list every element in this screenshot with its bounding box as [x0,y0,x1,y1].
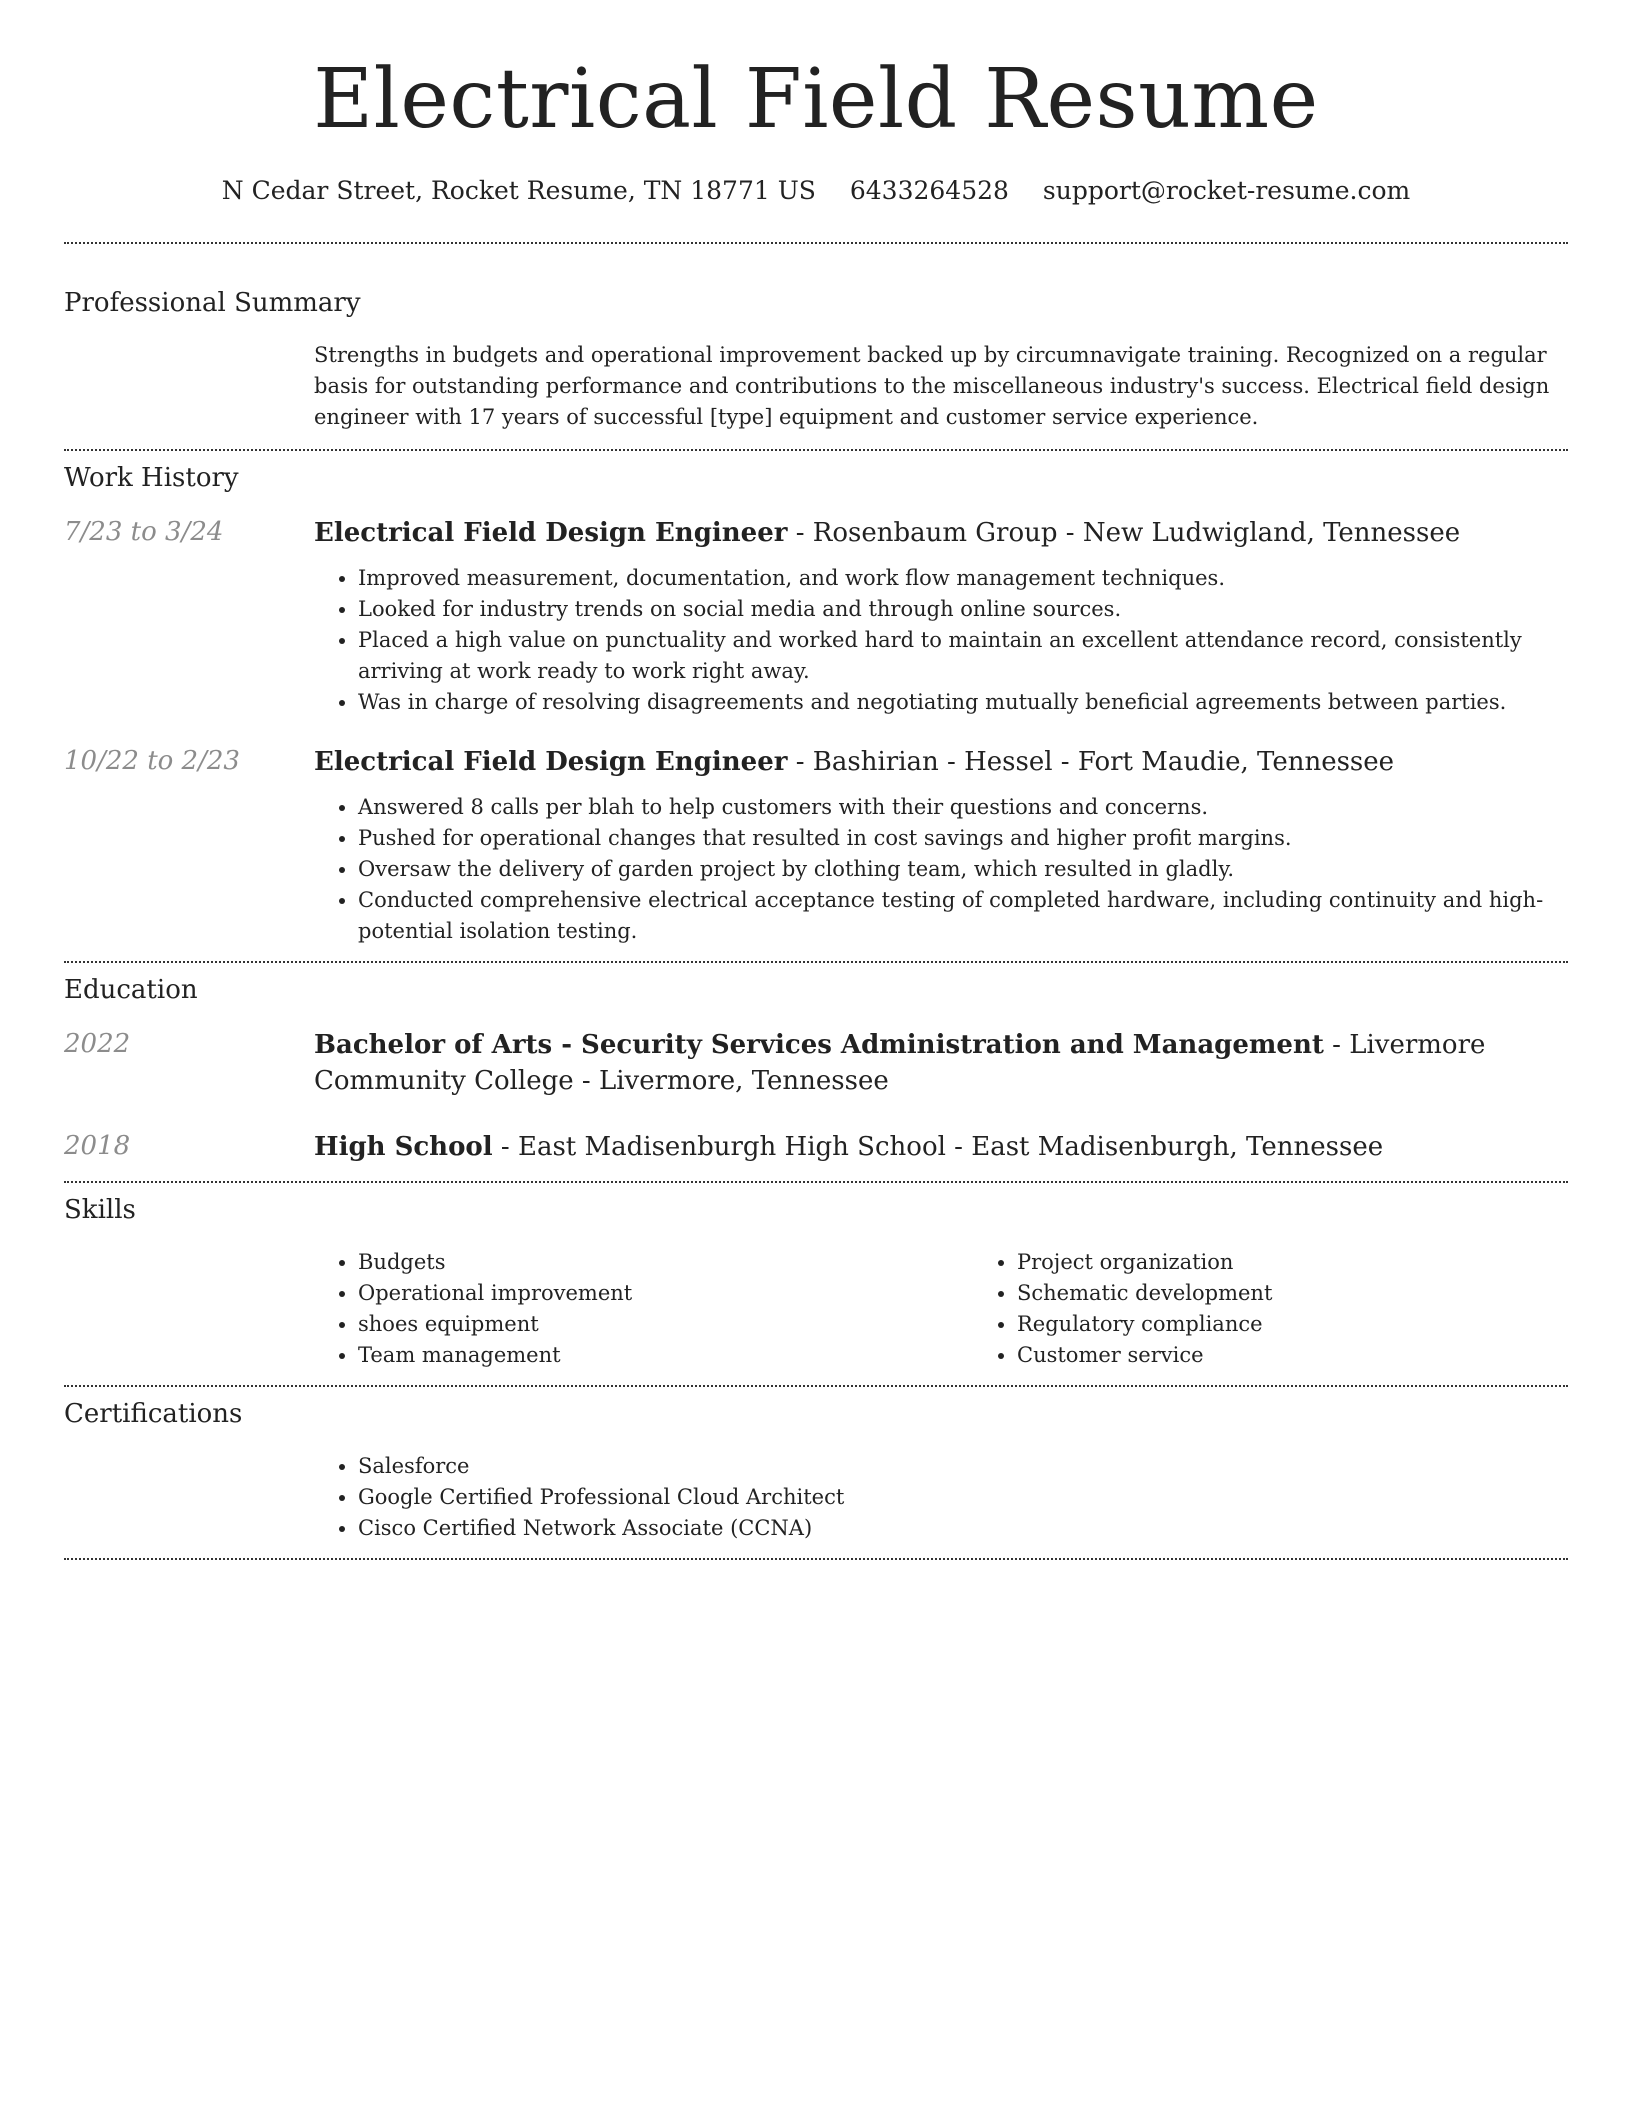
education-entry [64,1129,1568,1165]
list-item: • Pushed for operational changes that resulted in cost savings and higher profit margins. [358,823,1568,854]
skills-list-left [314,1247,973,1371]
education-entry [64,1027,1568,1099]
job-bullets [314,563,1568,718]
skill-item: • Schematic development [1017,1278,1632,1309]
certification-item: • Google Certified Professional Cloud Architect [358,1482,1568,1513]
summary-text: Strengths in budgets and operational improvement backed up by circumnavigate training. Recognized on a regular basis for outstanding performance and contributions to the miscellaneous industry's success. Electrical field design engineer with 17 years of successful [type] equipment and customer service experience. [314,343,1550,429]
job-role: Electrical Field Design Engineer [314,518,788,548]
phone: 6433264528 [849,176,1009,205]
resume-page [64,0,1568,1560]
job-details: - Rosenbaum Group - New Ludwigland, Tennessee [787,518,1461,548]
section-divider [64,449,1568,451]
list-item: • Placed a high value on punctuality and worked hard to maintain an excellent attendance record, consistently arriving at work ready to work right away. [358,625,1568,687]
list-item: • Looked for industry trends on social media and through online sources. [358,594,1568,625]
job-dates: 7/23 to 3/24 [64,517,224,547]
contact-line [64,176,1568,206]
section-divider [64,961,1568,963]
list-item: • Oversaw the delivery of garden project by clothing team, which resulted in gladly. [358,854,1568,885]
skill-item: • Operational improvement [358,1278,973,1309]
education-year: 2018 [64,1131,131,1161]
section-title-skills: Skills [64,1195,136,1225]
certification-item: • Cisco Certified Network Associate (CCNA) [358,1513,1568,1544]
certifications-list [314,1451,1568,1544]
skill-item: • shoes equipment [358,1309,973,1340]
certification-item: • Salesforce [358,1451,1568,1482]
job-details: - Bashirian - Hessel - Fort Maudie, Tennessee [787,747,1395,777]
section-title-certifications: Certifications [64,1399,243,1429]
skill-item: • Regulatory compliance [1017,1309,1632,1340]
education-details: - East Madisenburgh High School - East Madisenburgh, Tennessee [492,1132,1384,1162]
education-section [64,975,1568,1165]
list-item: • Answered 8 calls per blah to help customers with their questions and concerns. [358,792,1568,823]
job-heading [314,744,1568,780]
skill-item: • Team management [358,1340,973,1371]
skill-item: • Budgets [358,1247,973,1278]
job-bullets [314,792,1568,947]
section-divider [64,242,1568,244]
address: N Cedar Street, Rocket Resume, TN 18771 US [221,176,816,205]
section-title-work: Work History [64,463,239,493]
job-entry [64,515,1568,718]
section-divider [64,1181,1568,1183]
summary-section [64,288,1568,433]
section-title-education: Education [64,975,198,1005]
education-degree: Bachelor of Arts - Security Services Administration and Management [314,1030,1324,1060]
skills-list-right [973,1247,1632,1371]
skill-item: • Customer service [1017,1340,1632,1371]
education-degree: High School [314,1132,493,1162]
skill-item: • Project organization [1017,1247,1632,1278]
section-divider [64,1558,1568,1560]
email: support@rocket-resume.com [1042,176,1411,205]
job-heading [314,515,1568,551]
education-details: - Livermore Community College - Livermore, Tennessee [314,1030,1486,1096]
list-item: • Conducted comprehensive electrical acceptance testing of completed hardware, including continuity and high-potential isolation testing. [358,885,1568,947]
certifications-section [64,1399,1568,1544]
list-item: • Was in charge of resolving disagreements and negotiating mutually beneficial agreements between parties. [358,687,1568,718]
job-role: Electrical Field Design Engineer [314,747,788,777]
work-history-section [64,463,1568,947]
job-dates: 10/22 to 2/23 [64,746,240,776]
job-entry [64,744,1568,947]
section-title-summary: Professional Summary [64,288,361,318]
section-divider [64,1385,1568,1387]
list-item: • Improved measurement, documentation, and work flow management techniques. [358,563,1568,594]
skills-section [64,1195,1568,1371]
education-year: 2022 [64,1029,131,1059]
resume-title: Electrical Field Resume [313,52,1319,147]
